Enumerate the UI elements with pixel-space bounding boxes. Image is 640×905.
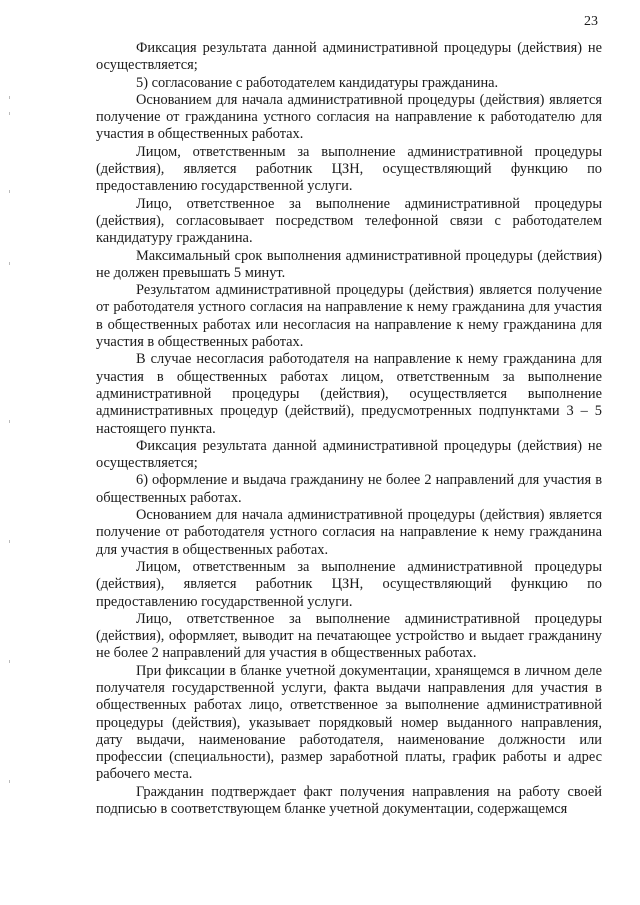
paragraph: Основанием для начала административной процедуры (действия) является получение от гражданина устного согласия на направление к работодателю для участия в общественных работах. xyxy=(96,91,602,143)
paragraph: Лицо, ответственное за выполнение административной процедуры (действия), согласовывает посредством телефонной связи с работодателем кандидатуру гражданина. xyxy=(96,195,602,247)
paragraph: 6) оформление и выдача гражданину не более 2 направлений для участия в общественных работах. xyxy=(96,472,602,506)
paragraph: Основанием для начала административной процедуры (действия) является получение от работодателя устного согласия на направление к нему гражданина для участия в общественных работах. xyxy=(96,507,602,558)
paragraph: Гражданин подтверждает факт получения направления на работу своей подписью в соответствующем бланке учетной документации, содержащемся xyxy=(96,783,602,818)
paragraph: Максимальный срок выполнения административной процедуры (действия) не должен превышать 5 минут. xyxy=(96,247,602,281)
page-number: 23 xyxy=(584,14,598,29)
paragraph: Лицом, ответственным за выполнение административной процедуры (действия), является работник ЦЗН, осуществляющий функцию по предоставлению государственной услуги. xyxy=(96,143,602,195)
paragraph: Лицо, ответственное за выполнение административной процедуры (действия), оформляет, выводит на печатающее устройство и выдает гражданину не более 2 направлений для участия в общественных работах. xyxy=(96,610,602,662)
paragraph: При фиксации в бланке учетной документации, хранящемся в личном деле получателя государственной услуги, факта выдачи направления для участия в общественных работах лицо, ответственное за выполнение административной процедуры (действия), указывает порядковый номер выданного направления, дату выдачи, наименование работодателя, наименование должности или профессии (специальности), размер заработной платы, график работы и адрес рабочего места. xyxy=(96,662,602,783)
document-body xyxy=(96,40,602,818)
paragraph: Лицом, ответственным за выполнение административной процедуры (действия), является работник ЦЗН, осуществляющий функцию по предоставлению государственной услуги. xyxy=(96,558,602,610)
paragraph: Фиксация результата данной административной процедуры (действия) не осуществляется; xyxy=(96,40,602,74)
paragraph: Результатом административной процедуры (действия) является получение от работодателя устного согласия на направление к нему гражданина для участия в общественных работах или несогласия на направление к нему гражданина для участия в общественных работах. xyxy=(96,282,602,351)
paragraph: Фиксация результата данной административной процедуры (действия) не осуществляется; xyxy=(96,437,602,472)
paragraph: 5) согласование с работодателем кандидатуры гражданина. xyxy=(136,74,499,91)
paragraph: В случае несогласия работодателя на направление к нему гражданина для участия в общественных работах лицом, ответственным за выполнение административной процедуры (действия), осуществляется выполнение административных процедур (действий), предусмотренных подпунктами 3 – 5 настоящего пункта. xyxy=(96,351,602,437)
binding-margin-marks xyxy=(6,0,14,905)
